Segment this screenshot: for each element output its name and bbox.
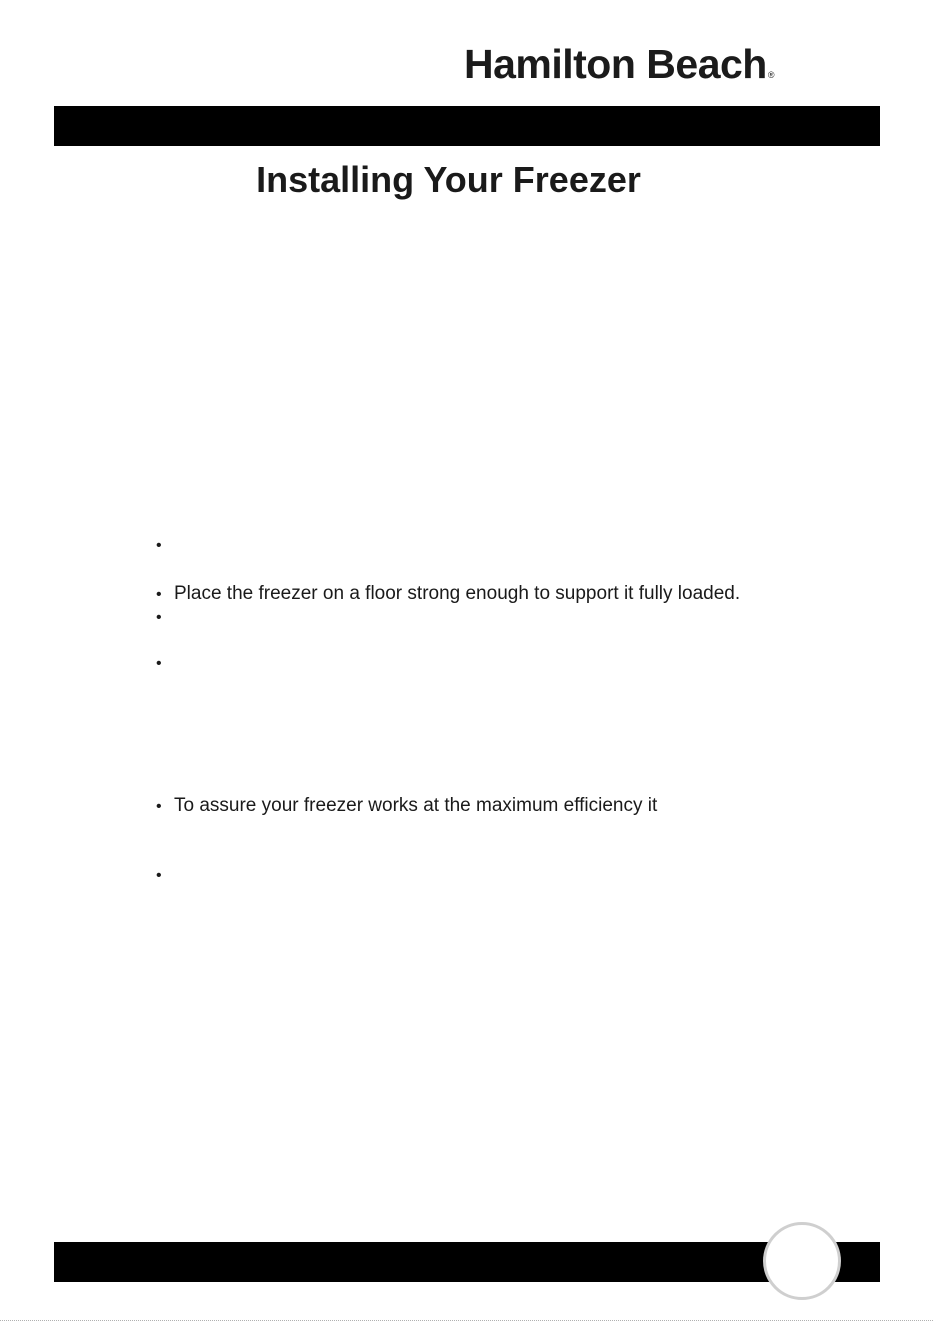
registered-mark: ® xyxy=(767,70,774,80)
page-title-text: Installing Your Freezer xyxy=(256,159,641,200)
brand-name: Hamilton Beach xyxy=(464,41,767,87)
bullet-icon: • xyxy=(156,537,162,554)
list-item xyxy=(156,794,657,819)
bullet-icon: • xyxy=(156,586,162,603)
list-item-text: Place the freezer on a floor strong enough to support it fully loaded. xyxy=(174,583,741,604)
page-number-badge xyxy=(763,1222,841,1300)
page-edge-rule xyxy=(0,1320,933,1321)
bullet-icon: • xyxy=(156,798,162,815)
bullet-icon: • xyxy=(156,655,162,672)
list-item xyxy=(156,582,740,607)
list-item xyxy=(156,605,174,630)
list-item xyxy=(156,863,174,888)
list-item xyxy=(156,533,174,558)
list-item xyxy=(156,651,174,676)
bullet-icon: • xyxy=(156,867,162,884)
footer-bar xyxy=(54,1242,880,1282)
instruction-list xyxy=(156,0,856,1324)
bullet-icon: • xyxy=(156,609,162,626)
list-item-text: To assure your freezer works at the maximum efficiency it xyxy=(174,795,658,816)
